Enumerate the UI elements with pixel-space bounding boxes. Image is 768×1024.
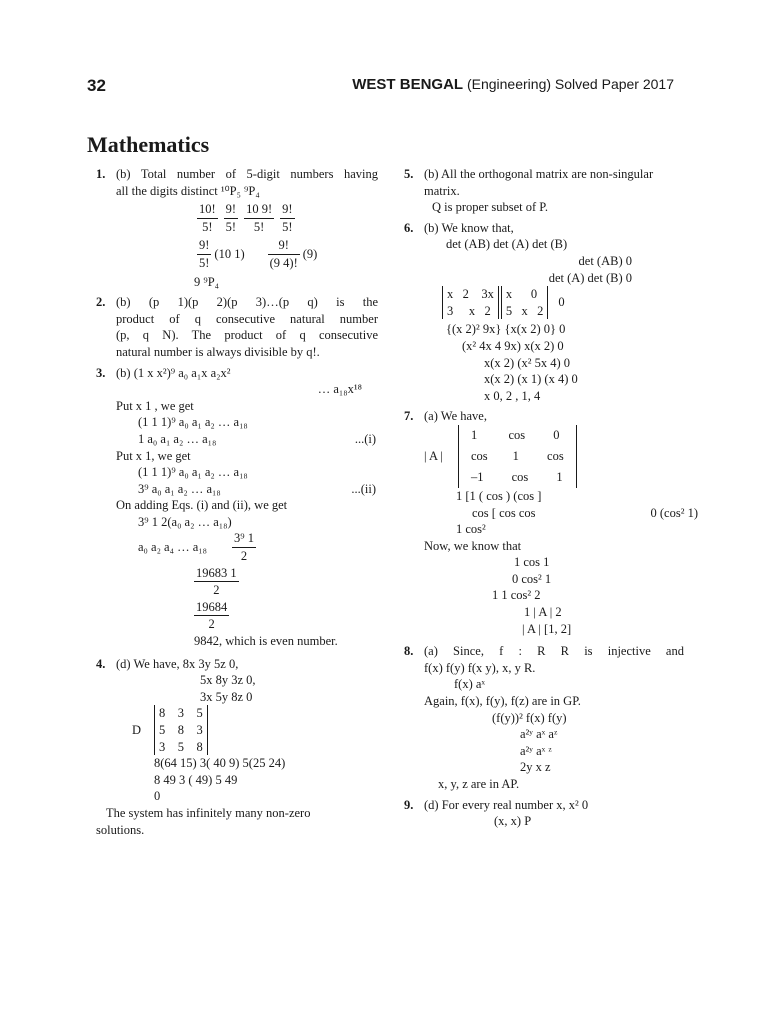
line: 1 a₀ a₁ a₂ … a₁₈ <box>138 431 217 446</box>
question-9 <box>404 797 684 830</box>
line: x(x 2) (x² 5x 4) 0 <box>484 355 571 370</box>
fraction <box>197 237 211 271</box>
line: … a₁₈x¹⁸ <box>317 382 362 397</box>
line: (d) We have, 8x 3y 5z 0, <box>116 656 239 671</box>
line: (x² 4x 4 9x) x(x 2) 0 <box>462 338 564 353</box>
line: det (AB) 0 <box>578 253 632 268</box>
section-title: Mathematics <box>87 132 210 157</box>
question-6 <box>404 220 684 405</box>
determinant-row <box>424 425 684 488</box>
line: product of q consecutive natural number <box>116 311 378 326</box>
line: f(x) aˣ <box>454 677 486 692</box>
line: 9 ⁹P₄ <box>194 274 220 289</box>
matrix-row: cos 1 cos <box>471 448 564 463</box>
line: Put x 1 , we get <box>116 398 194 413</box>
line: all the digits distinct ¹⁰P₅ ⁹P₄ <box>116 183 260 198</box>
line-with-right <box>424 505 698 522</box>
line: (d) For every real number x, x² 0 <box>424 797 589 812</box>
line-with-ref <box>116 431 378 448</box>
running-title-rest: (Engineering) Solved Paper 2017 <box>463 76 674 92</box>
line: 3x 5y 8z 0 <box>200 689 253 704</box>
matrix-row: 5 x 2 <box>505 303 544 318</box>
numerator: 9! <box>197 237 211 255</box>
page-header <box>0 76 768 100</box>
matrix-row: –1 cos 1 <box>471 469 563 484</box>
determinant <box>458 425 577 488</box>
line: 1 1 cos² 2 <box>492 588 541 603</box>
matrix-row: x 0 <box>505 287 538 302</box>
line: | A | [1, 2] <box>522 621 572 636</box>
matrix-row: 1 cos 0 <box>471 427 560 442</box>
denominator: 5! <box>202 219 213 234</box>
matrix-row: 5 8 3 <box>159 723 203 737</box>
numerator: 19683 1 <box>194 565 239 583</box>
running-title-bold: WEST BENGAL <box>352 76 464 93</box>
line: (f(y))² f(x) f(y) <box>492 710 567 725</box>
line: 3⁹ a₀ a₁ a₂ … a₁₈ <box>138 481 221 496</box>
line: Q is proper subset of P. <box>432 200 548 215</box>
matrix-row: x 2 3x <box>447 287 494 302</box>
line: The system has infinitely many non-zero <box>106 805 311 820</box>
line: 1 | A | 2 <box>524 605 562 620</box>
fraction <box>280 201 294 235</box>
denominator: 5! <box>282 219 293 234</box>
fraction <box>194 599 229 633</box>
fraction-row <box>116 530 378 564</box>
fraction <box>197 201 218 235</box>
denominator: 2 <box>240 549 248 564</box>
line-right: 0 (cos² 1) <box>650 505 698 520</box>
numerator: 9! <box>280 201 294 219</box>
term: (9) <box>302 247 318 262</box>
numerator: 3⁹ 1 <box>232 530 256 548</box>
question-number: 7. <box>404 409 414 424</box>
question-2 <box>96 294 378 360</box>
line: On adding Eqs. (i) and (ii), we get <box>116 498 288 513</box>
line: det (AB) det (A) det (B) <box>446 237 568 252</box>
line: x 0, 2 , 1, 4 <box>484 388 541 403</box>
line: 9842, which is even number. <box>194 634 338 649</box>
line: Put x 1, we get <box>116 448 191 463</box>
page-number: 32 <box>87 76 106 95</box>
line: 5x 8y 3z 0, <box>200 673 256 688</box>
fraction-row <box>116 237 378 271</box>
line: 0 cos² 1 <box>512 571 552 586</box>
question-number: 9. <box>404 797 414 812</box>
line: 1 cos² <box>456 522 486 537</box>
determinant-row <box>116 705 378 755</box>
right-column <box>404 166 698 834</box>
numerator: 10 9! <box>244 201 274 219</box>
fraction-row <box>116 599 378 633</box>
line: (b) (p 1)(p 2)(p 3)…(p q) is the <box>116 295 378 310</box>
equation-ref: ...(i) <box>354 431 376 446</box>
line: f(x) f(y) f(x y), x, y R. <box>424 660 536 675</box>
denominator: 5! <box>253 219 265 234</box>
denominator: 5! <box>199 255 210 270</box>
numerator: 19684 <box>194 599 229 617</box>
line: 3⁹ 1 2(a₀ a₂ … a₁₈) <box>138 514 232 529</box>
numerator: 9! <box>268 237 300 255</box>
line: (a) We have, <box>424 409 487 424</box>
line: solutions. <box>96 822 145 837</box>
line: (b) Total number of 5-digit numbers having <box>116 167 378 181</box>
question-5 <box>404 166 684 216</box>
line: cos [ cos cos <box>472 505 536 520</box>
line: Now, we know that <box>424 538 522 553</box>
line: x, y, z are in AP. <box>438 777 520 791</box>
line: (1 1 1)⁹ a₀ a₁ a₂ … a₁₈ <box>138 415 248 430</box>
denominator: 2 <box>213 583 220 598</box>
line: a²ʸ aˣ aᶻ <box>520 727 558 742</box>
line: Again, f(x), f(y), f(z) are in GP. <box>424 694 581 709</box>
denominator: 2 <box>208 617 215 632</box>
term: (10 1) <box>214 247 245 262</box>
question-number: 3. <box>96 365 106 380</box>
line: 8 49 3 ( 49) 5 49 <box>154 772 238 787</box>
line: (x, x) P <box>494 814 532 829</box>
fraction <box>232 530 256 564</box>
determinant-label: D <box>132 723 142 737</box>
line: 2y x z <box>520 760 551 775</box>
matrix-row: 3 x 2 <box>447 303 491 318</box>
fraction-row <box>116 201 378 235</box>
numerator: 10! <box>197 201 218 219</box>
running-title <box>352 76 674 93</box>
question-4 <box>96 656 378 839</box>
matrix-row: 3 5 8 <box>159 739 203 754</box>
denominator: 5! <box>225 219 237 234</box>
question-3 <box>96 365 378 650</box>
question-number: 8. <box>404 644 414 659</box>
determinant-label: | A | <box>424 449 443 464</box>
line: a²ʸ aˣ ᶻ <box>520 743 552 758</box>
line: natural number is always divisible by q!. <box>116 344 320 359</box>
line-with-ref <box>116 481 378 498</box>
line: (b) We know that, <box>424 220 514 235</box>
line: 0 <box>154 789 161 804</box>
question-1 <box>96 166 378 290</box>
question-number: 6. <box>404 220 414 235</box>
line: (b) All the orthogonal matrix are non-singular <box>424 167 654 181</box>
fraction <box>268 237 300 271</box>
denominator: (9 4)! <box>269 255 298 270</box>
question-number: 4. <box>96 656 106 671</box>
determinant <box>501 286 549 319</box>
determinant <box>442 286 499 319</box>
matrix-row: 8 3 5 <box>159 706 203 721</box>
question-number: 2. <box>96 295 106 310</box>
equation-ref: ...(ii) <box>351 481 376 496</box>
question-8 <box>404 643 684 792</box>
line: (b) (1 x x²)⁹ a₀ a₁x a₂x² <box>116 365 231 380</box>
numerator: 9! <box>224 201 238 219</box>
line: (p, q N). The product of q consecutive <box>116 328 378 343</box>
determinant-product <box>424 286 684 319</box>
line: a₀ a₂ a₄ … a₁₈ <box>138 540 207 555</box>
question-number: 5. <box>404 167 414 181</box>
question-number: 1. <box>96 167 106 181</box>
fraction <box>244 201 274 235</box>
question-7 <box>404 408 698 637</box>
determinant <box>154 705 208 755</box>
line: matrix. <box>424 183 460 198</box>
fraction-row <box>116 565 378 599</box>
line: {(x 2)² 9x} {x(x 2) 0} 0 <box>446 322 566 337</box>
line: (1 1 1)⁹ a₀ a₁ a₂ … a₁₈ <box>138 465 248 480</box>
line: 1 [1 ( cos ) (cos ] <box>456 488 542 503</box>
line: det (A) det (B) 0 <box>548 270 632 285</box>
fraction <box>224 201 238 235</box>
fraction <box>194 565 239 599</box>
line: 8(64 15) 3( 40 9) 5(25 24) <box>154 756 286 771</box>
line: x(x 2) (x 1) (x 4) 0 <box>484 372 578 387</box>
left-column <box>96 166 378 842</box>
line: (a) Since, f : R R is injective and <box>424 644 684 659</box>
line: 1 cos 1 <box>514 555 550 570</box>
equals-value: 0 <box>558 295 565 310</box>
